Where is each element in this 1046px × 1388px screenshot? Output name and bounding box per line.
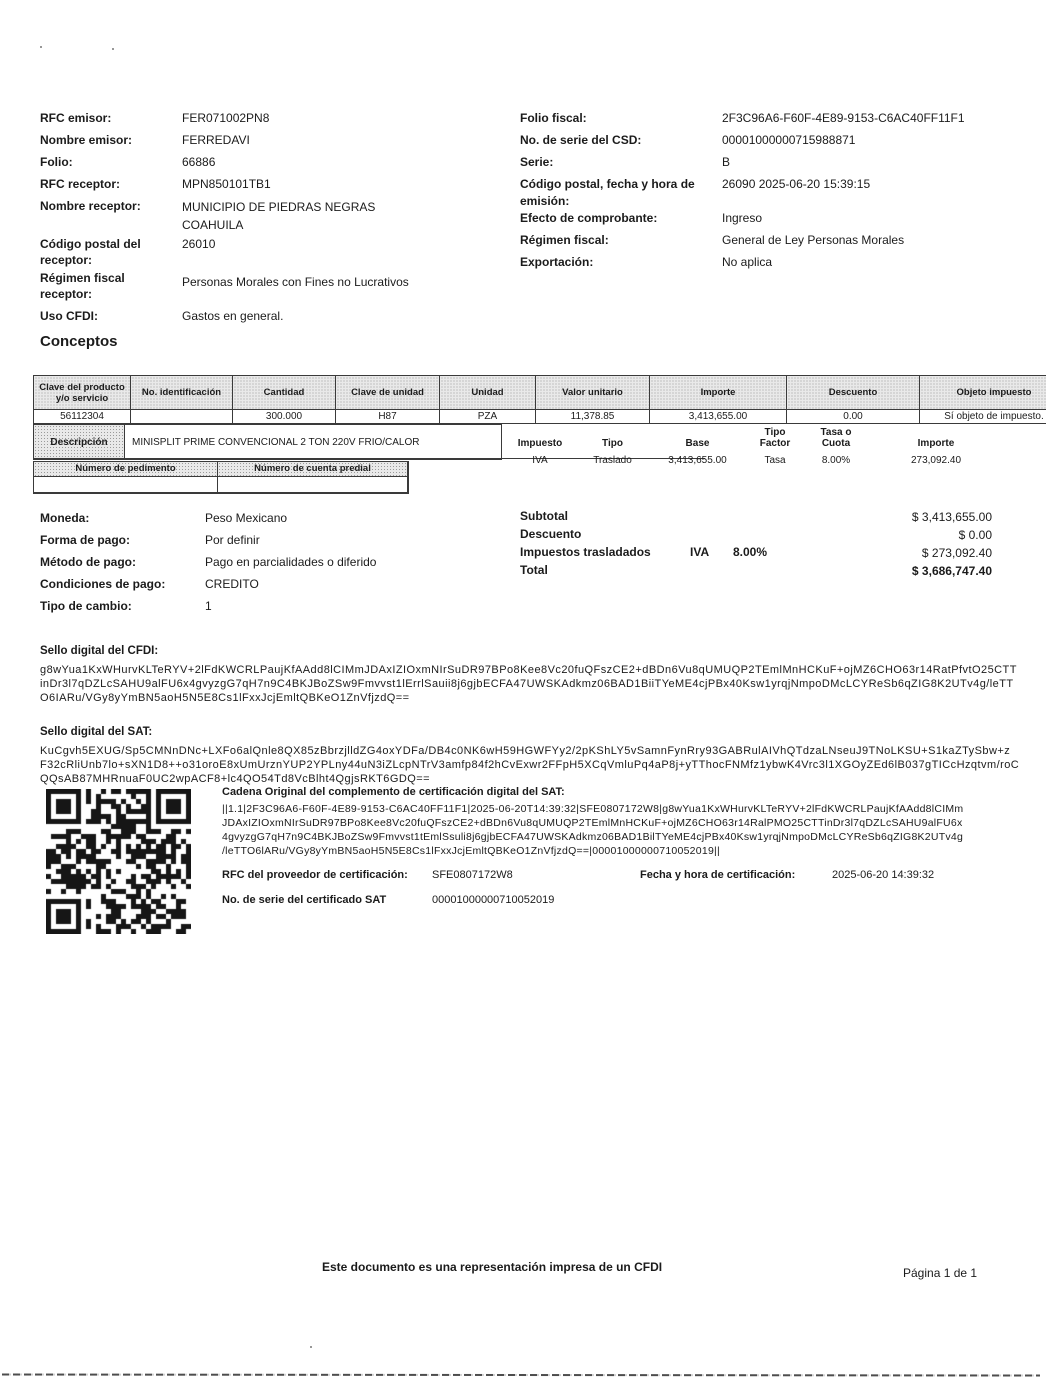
payment-value: CREDITO	[205, 577, 259, 591]
tax-col-header: Base	[685, 438, 710, 449]
tax-cell-tasa: 8.00%	[821, 455, 851, 466]
column-header: No. identificación	[131, 376, 233, 410]
payment-value: Peso Mexicano	[205, 511, 288, 525]
pedimento-value	[33, 476, 218, 493]
payment-value: 1	[205, 599, 212, 613]
description-text: MINISPLIT PRIME CONVENCIONAL 2 TON 220V FRIO/CALOR	[132, 436, 420, 448]
section-title-conceptos: Conceptos	[40, 333, 118, 350]
column-header: Valor unitario	[536, 376, 650, 410]
concept-cell-unidad: PZA	[440, 410, 536, 424]
field-value: Personas Morales con Fines no Lucrativos	[182, 275, 409, 289]
cadena-line: /leTTO6lARu/VGy8yYmBN5aoH5N5E8Cs1lFxxJcjEmltQBKeO1ZnVfjzdQ==|00001000000710052019||	[222, 845, 720, 857]
field-label: Folio:	[40, 155, 73, 169]
concept-cell-cantidad: 300.000	[233, 410, 336, 424]
scan-speck	[112, 48, 114, 50]
column-header: Unidad	[440, 376, 536, 410]
impuestos-rate: 8.00%	[733, 545, 768, 559]
column-header: Clave del producto y/o servicio	[34, 376, 131, 410]
sello-cfdi-line: inDr3l7qDZLcSAHU9alFU6x4gvyzgG7qH7n9C4BKJBoZSw9Fmvvst1lErrlSauii8j6gjbECFA47UWSKAdkmz06BAD1BiiTYeME4cjPBx40Ksw1yrqjNmpoDMcLCYReSb6qZIG8K2UTv4g/leTT	[40, 678, 1014, 690]
tax-col-header: Tipo Factor	[759, 427, 791, 449]
field-value: 00001000000715988871	[722, 133, 856, 147]
serie-certificado-value: 00001000000710052019	[432, 894, 555, 906]
tax-table	[505, 426, 1005, 467]
field-label: Nombre emisor:	[40, 133, 133, 147]
rfc-proveedor-value: SFE0807172W8	[432, 869, 513, 881]
cadena-line: JDAxIZIOxmNIrSuDR97BPo8Kee8Vc20fuQFszCE2+dBDn6Vu8qUMUQP2TEmlMnHCKuF+ojMZ6CHO63r14RalPMO25CTTinDr3l7qDZLcSAHU9alFU6x	[222, 817, 963, 829]
field-label: Régimen fiscal receptor:	[40, 271, 125, 301]
concept-cell-objeto-impuesto: Sí objeto de impuesto.	[920, 410, 1046, 424]
field-value: 66886	[182, 155, 216, 169]
payment-label: Condiciones de pago:	[40, 577, 166, 591]
field-value: 2F3C96A6-F60F-4E89-9153-C6AC40FF11F1	[722, 111, 965, 125]
tax-col-header: Tipo	[602, 438, 623, 449]
sello-sat-line: F32cRliUnb7lo+sXN1D8++o31oroE8xUmUrznYUP2YPLny44uN3iZLcpNTrV3amfp84f2hCvExwr2FFpH5XCqVmluPq4aP8j+yTThocFNMfz1ybwK4Vrc3l1XGOyZEd6lB037gTICcHzqtvm/roC	[40, 759, 1020, 771]
tax-cell-tipo-factor: Tasa	[764, 455, 786, 466]
column-header: Clave de unidad	[336, 376, 440, 410]
impuestos-tax: IVA	[690, 545, 710, 559]
fecha-certificacion-value: 2025-06-20 14:39:32	[832, 869, 935, 881]
tax-col-header: Tasa o Cuota	[820, 427, 852, 449]
field-label: No. de serie del CSD:	[520, 133, 642, 147]
footer-note: Este documento es una representación impresa de un CFDI	[322, 1260, 663, 1274]
tax-cell-base: 3,413,655.00	[668, 455, 727, 466]
field-value: No aplica	[722, 255, 773, 269]
field-label: RFC emisor:	[40, 111, 112, 125]
cuenta-predial-value	[217, 476, 408, 493]
tax-header-row	[505, 426, 1005, 450]
scan-speck	[40, 46, 42, 48]
conceptos-header-row	[34, 376, 1046, 410]
cadena-label: Cadena Original del complemento de certificación digital del SAT:	[222, 786, 565, 798]
impuestos-value: $ 273,092.40	[921, 546, 992, 560]
total-label: Total	[520, 563, 548, 577]
sello-sat-label: Sello digital del SAT:	[40, 726, 153, 738]
concept-cell-descuento: 0.00	[787, 410, 920, 424]
pedimento-header-row	[34, 462, 408, 477]
serie-certificado-label: No. de serie del certificado SAT	[222, 894, 387, 906]
field-value: General de Ley Personas Morales	[722, 233, 905, 247]
tax-cell-importe: 273,092.40	[910, 455, 962, 466]
rfc-proveedor-label: RFC del proveedor de certificación:	[222, 869, 408, 881]
descuento-value: $ 0.00	[958, 528, 992, 542]
field-label: Exportación:	[520, 255, 594, 269]
sello-sat-line: KuCgvh5EXUG/Sp5CMNnDNc+LXFo6alQnle8QX85zBbrzjlldZG4oxYDFa/DB4c0NK6wH59HGWFYy2/2pKShLY5vSamnFynRry93GABRulAIVhQTdzaLNseuJ9TNoLKSU+S1kaZTySbw+z	[40, 745, 1011, 757]
pedimento-label: Número de pedimento	[33, 461, 218, 477]
field-label: Código postal, fecha y hora de emisión:	[520, 177, 695, 208]
field-value: MPN850101TB1	[182, 177, 271, 191]
cuenta-predial-label: Número de cuenta predial	[217, 461, 408, 477]
sello-cfdi-line: g8wYua1KxWHurvKLTeRYV+2lFdKWCRLPaujKfAAdd8lCIMmJDAxIZIOxmNIrSuDR97BPo8Kee8Vc20fuQFszCE2+dBDn6Vu8qUMUQP2TEmlMnHCKuF+ojMZ6CHO63r14RatPfvtO25CTT	[40, 664, 1017, 676]
field-value: Ingreso	[722, 211, 763, 225]
tax-cell-impuesto: IVA	[532, 455, 548, 466]
field-label: Código postal del receptor:	[40, 237, 141, 267]
payment-value: Pago en parcialidades o diferido	[205, 555, 377, 569]
field-value: FER071002PN8	[182, 111, 270, 125]
pedimento-box	[33, 461, 409, 494]
concept-cell-importe: 3,413,655.00	[650, 410, 787, 424]
sello-sat-line: QQsAB87MHRnuaF0UC2wpACF8+lc4QO54Td8VcBlht4QgjsRKT6GDQ==	[40, 773, 431, 785]
cadena-line: 4gvyzgG7qH7n9C4BKJBoZSw9Fmvvst1tEmlSsuli8j6gjbECFA47UWSKAdkmz06BAD1BilTYeME4cjPBx40Ksw1yrqjNmpoDMcLCYReSb6qZIG8K2UTv4g	[222, 831, 964, 843]
column-header: Importe	[650, 376, 787, 410]
field-label: Uso CFDI:	[40, 309, 98, 323]
column-header: Cantidad	[233, 376, 336, 410]
pedimento-empty-row	[34, 477, 408, 493]
column-header: Descuento	[787, 376, 920, 410]
field-value: FERREDAVI	[182, 133, 250, 147]
payment-label: Tipo de cambio:	[40, 599, 132, 613]
descuento-label: Descuento	[520, 527, 582, 541]
description-box	[33, 424, 502, 460]
tax-cell-tipo: Traslado	[593, 455, 632, 466]
field-value: 26010	[182, 237, 216, 251]
payment-label: Forma de pago:	[40, 533, 131, 547]
field-label: Efecto de comprobante:	[520, 211, 658, 225]
tax-value-row	[505, 454, 1005, 467]
column-header: Objeto impuesto	[920, 376, 1046, 410]
footer-page-number: Página 1 de 1	[903, 1266, 978, 1280]
tax-col-header: Importe	[917, 438, 955, 449]
concept-row	[34, 410, 1046, 424]
payment-label: Moneda:	[40, 511, 90, 525]
field-label: Régimen fiscal:	[520, 233, 609, 247]
cadena-line: ||1.1|2F3C96A6-F60F-4E89-9153-C6AC40FF11F1|2025-06-20T14:39:32|SFE0807172W8|g8wYua1KxWHurvKLTeRYV+2lFdKWCRLPaujKfAAdd8lCIMm	[222, 803, 964, 815]
field-label: Serie:	[520, 155, 554, 169]
concept-cell-valor-unitario: 11,378.85	[536, 410, 650, 424]
concept-cell-clave: 56112304	[34, 410, 131, 424]
subtotal-value: $ 3,413,655.00	[911, 510, 992, 524]
subtotal-label: Subtotal	[520, 509, 568, 523]
conceptos-table	[33, 375, 1046, 424]
payment-label: Método de pago:	[40, 555, 136, 569]
fecha-certificacion-label: Fecha y hora de certificación:	[640, 869, 796, 881]
field-label: RFC receptor:	[40, 177, 121, 191]
description-label: Descripción	[34, 425, 125, 459]
scan-artifact-line	[2, 1373, 1040, 1376]
tax-col-header: Impuesto	[517, 438, 563, 449]
field-value: 26090 2025-06-20 15:39:15	[722, 177, 871, 191]
impuestos-label: Impuestos trasladados	[520, 545, 651, 559]
field-label: Nombre receptor:	[40, 199, 141, 213]
field-value: B	[722, 155, 731, 169]
sello-cfdi-line: O6IARu/VGy8yYmBN5aoH5N5E8Cs1lFxxJcjEmltQBKeO1ZnVfjzdQ==	[40, 692, 410, 704]
total-value: $ 3,686,747.40	[911, 564, 992, 578]
payment-value: Por definir	[205, 533, 260, 547]
qr-code	[46, 789, 191, 934]
field-value: Gastos en general.	[182, 309, 284, 323]
concept-cell-clave-unidad: H87	[336, 410, 440, 424]
sello-cfdi-label: Sello digital del CFDI:	[40, 645, 159, 657]
concept-cell-identificacion	[131, 410, 233, 424]
field-value: MUNICIPIO DE PIEDRAS NEGRAS COAHUILA	[182, 200, 376, 232]
field-label: Folio fiscal:	[520, 111, 587, 125]
scan-speck	[310, 1346, 312, 1348]
